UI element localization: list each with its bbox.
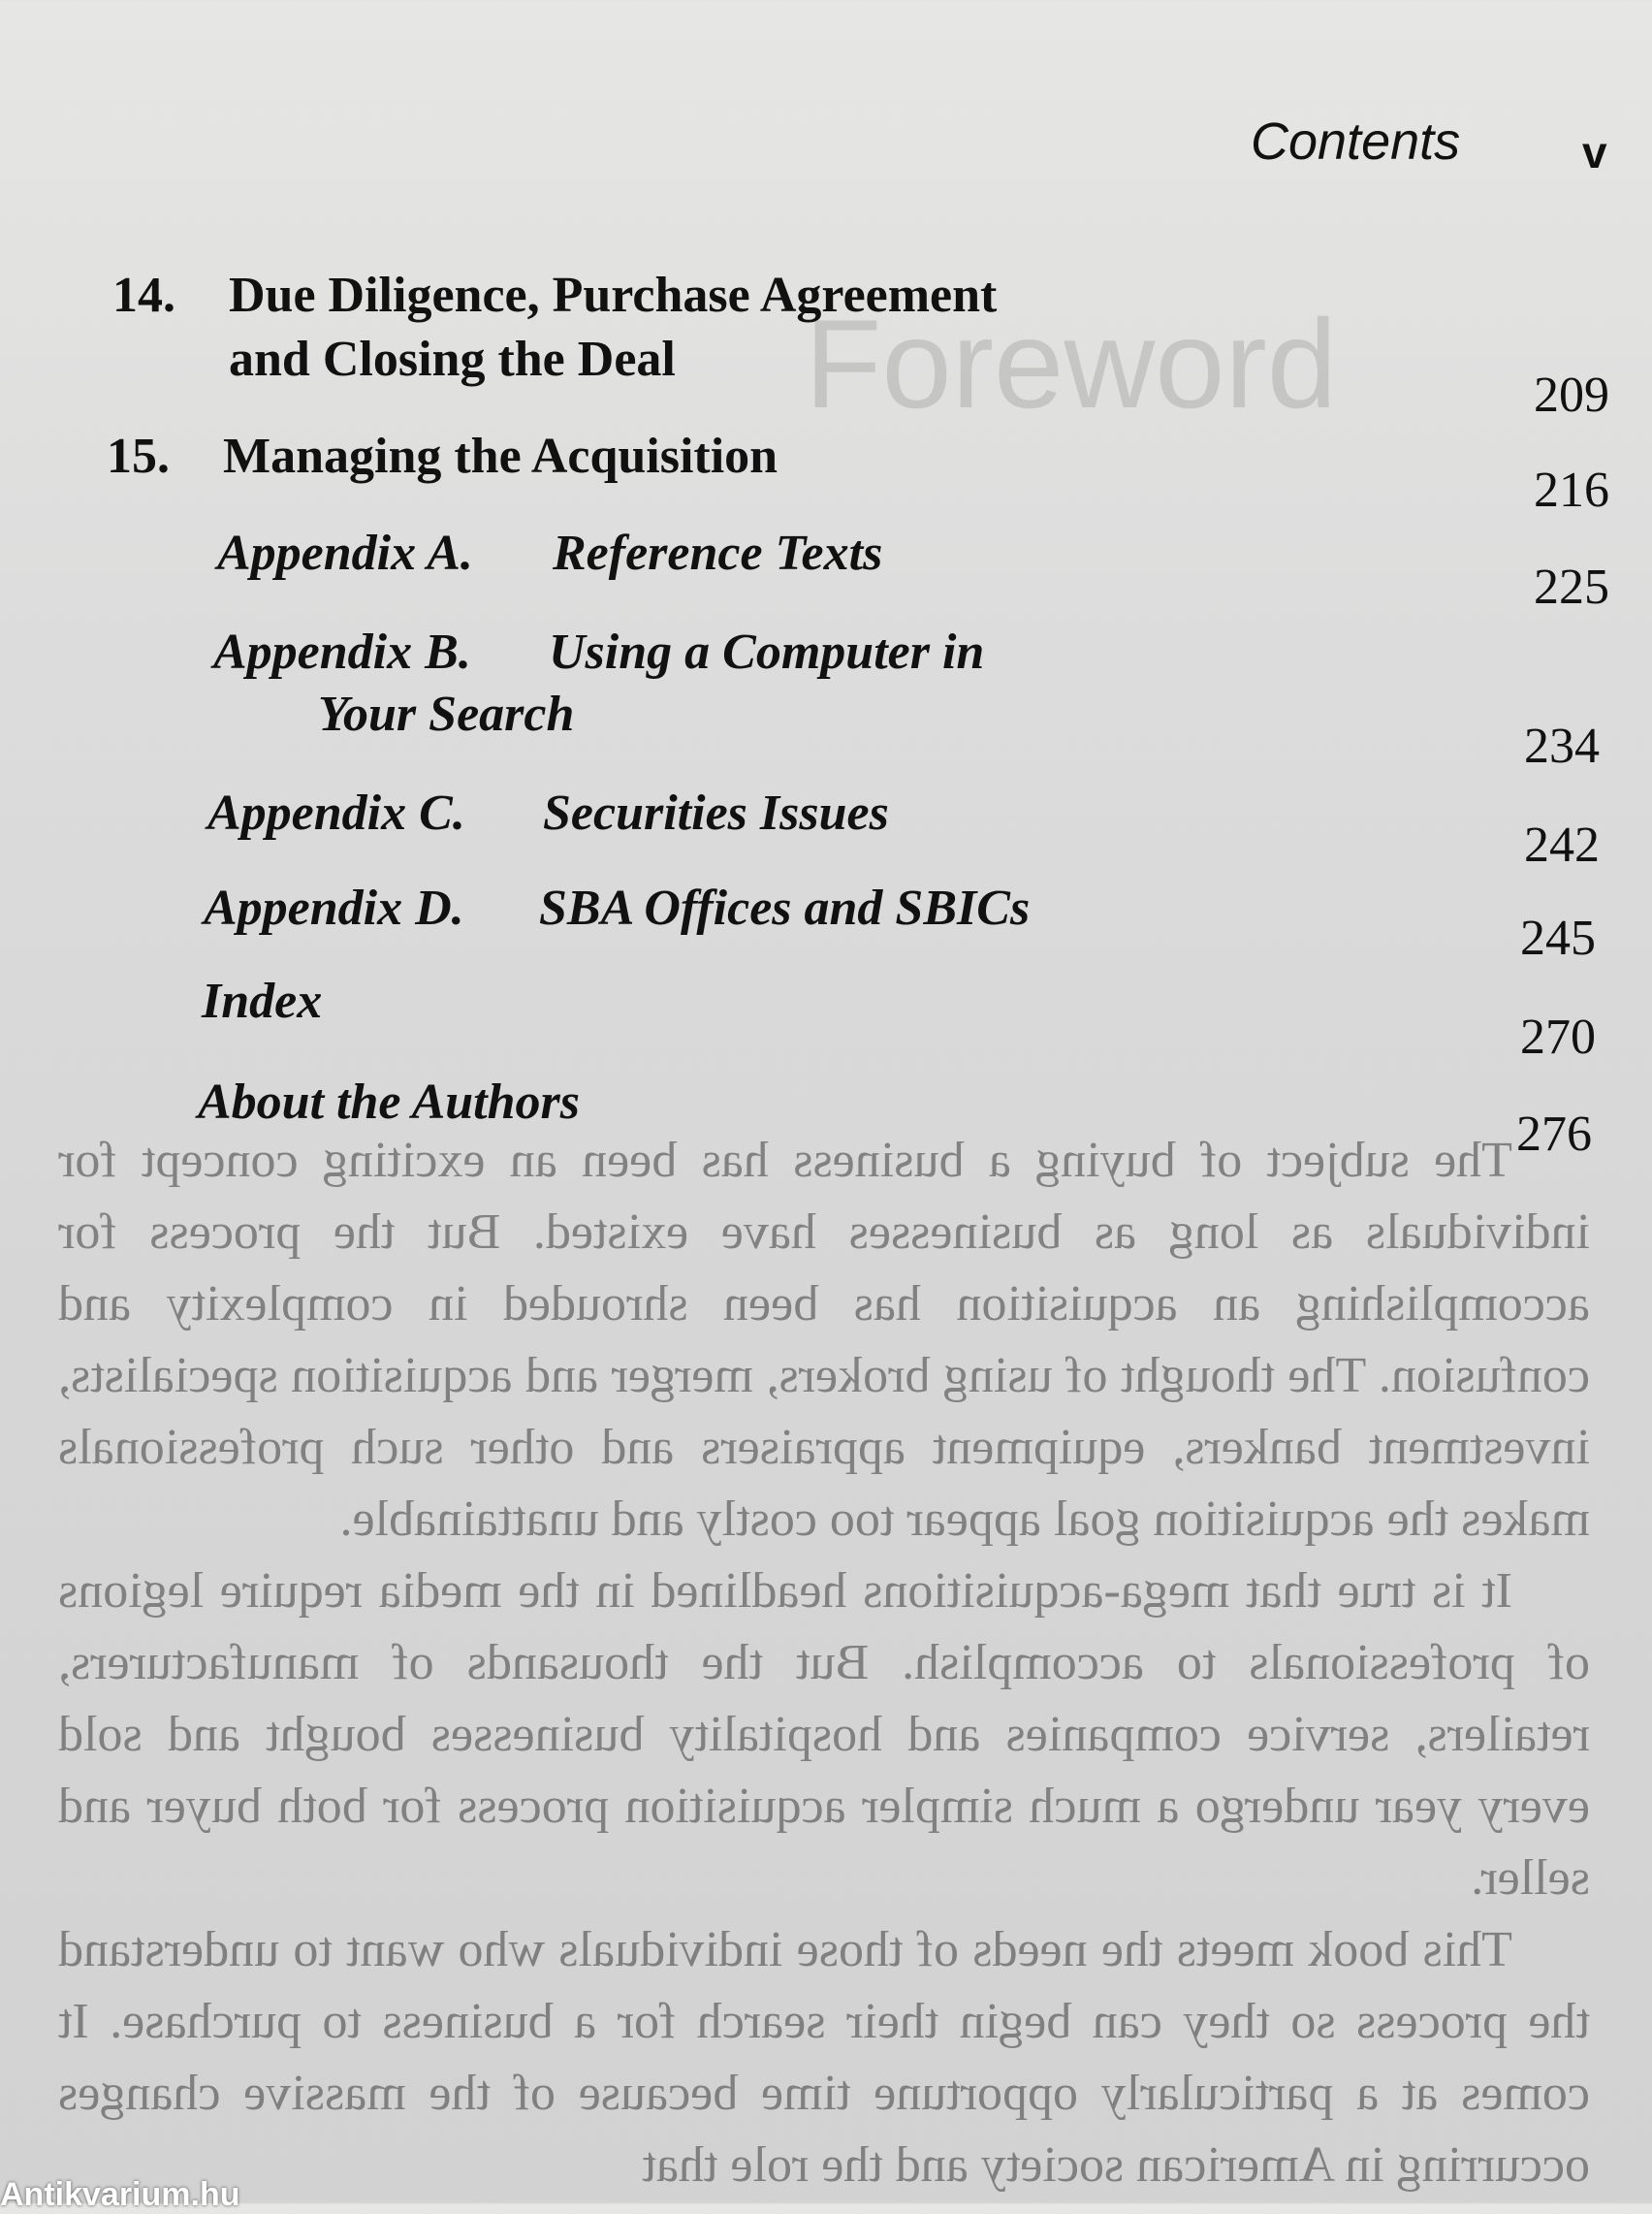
- toc-entry-about-authors: About the Authors: [198, 1075, 581, 1130]
- toc-entry-appendix-a: [217, 524, 882, 584]
- page-number: 209: [1534, 368, 1609, 423]
- toc-entry-15: [107, 427, 778, 487]
- page-number: 270: [1520, 1010, 1596, 1065]
- bleed-through-heading: Foreword: [805, 293, 1338, 434]
- chapter-title: Managing the Acquisition: [223, 429, 778, 484]
- appendix-title: Securities Issues: [543, 786, 889, 841]
- page-number: 245: [1520, 911, 1596, 966]
- toc-entry-index: Index: [202, 974, 323, 1029]
- toc-entry-14: [112, 266, 997, 326]
- bleed-through-text: The subject of buying a business has been an exciting concept for individuals as long as businesses have existed. But the process for accomplishing an acquisition has been shrouded in complexity and confusion. The thought of using brokers, merger and acquisition specialists, investment bankers, equipment appraisers and other such professionals makes the acquisition goal appear too costly and unattainable. It is true that mega-acquisitions headlined in the media require legions of professionals to accomplish. But the thousands of manufacturers, retailers, service companies and hospitality businesses bought and sold every year undergo a much simpler acquisition process for both buyer and seller. This book meets the needs of those individuals who want to understand the process so they can begin their search for a business to purchase. It comes at a particularly opportune time because of the massive changes occurring in American society and the role that: [58, 1133, 1590, 2193]
- chapter-number: 15.: [107, 429, 170, 484]
- appendix-label: Appendix D.: [204, 881, 464, 936]
- appendix-title-continued: Your Search: [318, 687, 575, 742]
- toc-entry-appendix-c: [207, 784, 889, 844]
- appendix-title: Using a Computer in: [549, 625, 985, 680]
- page-number: 242: [1524, 818, 1600, 873]
- page-number: 276: [1516, 1107, 1592, 1162]
- page-number: 234: [1524, 719, 1600, 774]
- appendix-label: Appendix A.: [217, 526, 473, 581]
- toc-entry-appendix-b: [213, 623, 984, 683]
- page-number: 225: [1534, 560, 1609, 615]
- toc-entry-appendix-d: [204, 879, 1030, 939]
- page-number: 216: [1534, 463, 1609, 518]
- running-head: Contents: [1251, 112, 1461, 171]
- chapter-title-continued: and Closing the Deal: [229, 332, 676, 387]
- chapter-title: Due Diligence, Purchase Agreement: [229, 268, 998, 323]
- watermark: Antikvarium.hu: [0, 2176, 240, 2213]
- appendix-label: Appendix B.: [213, 625, 471, 680]
- chapter-number: 14.: [112, 268, 175, 323]
- appendix-label: Appendix C.: [207, 786, 465, 841]
- appendix-title: SBA Offices and SBICs: [539, 881, 1031, 936]
- appendix-title: Reference Texts: [553, 526, 883, 581]
- page-folio: v: [1582, 127, 1607, 177]
